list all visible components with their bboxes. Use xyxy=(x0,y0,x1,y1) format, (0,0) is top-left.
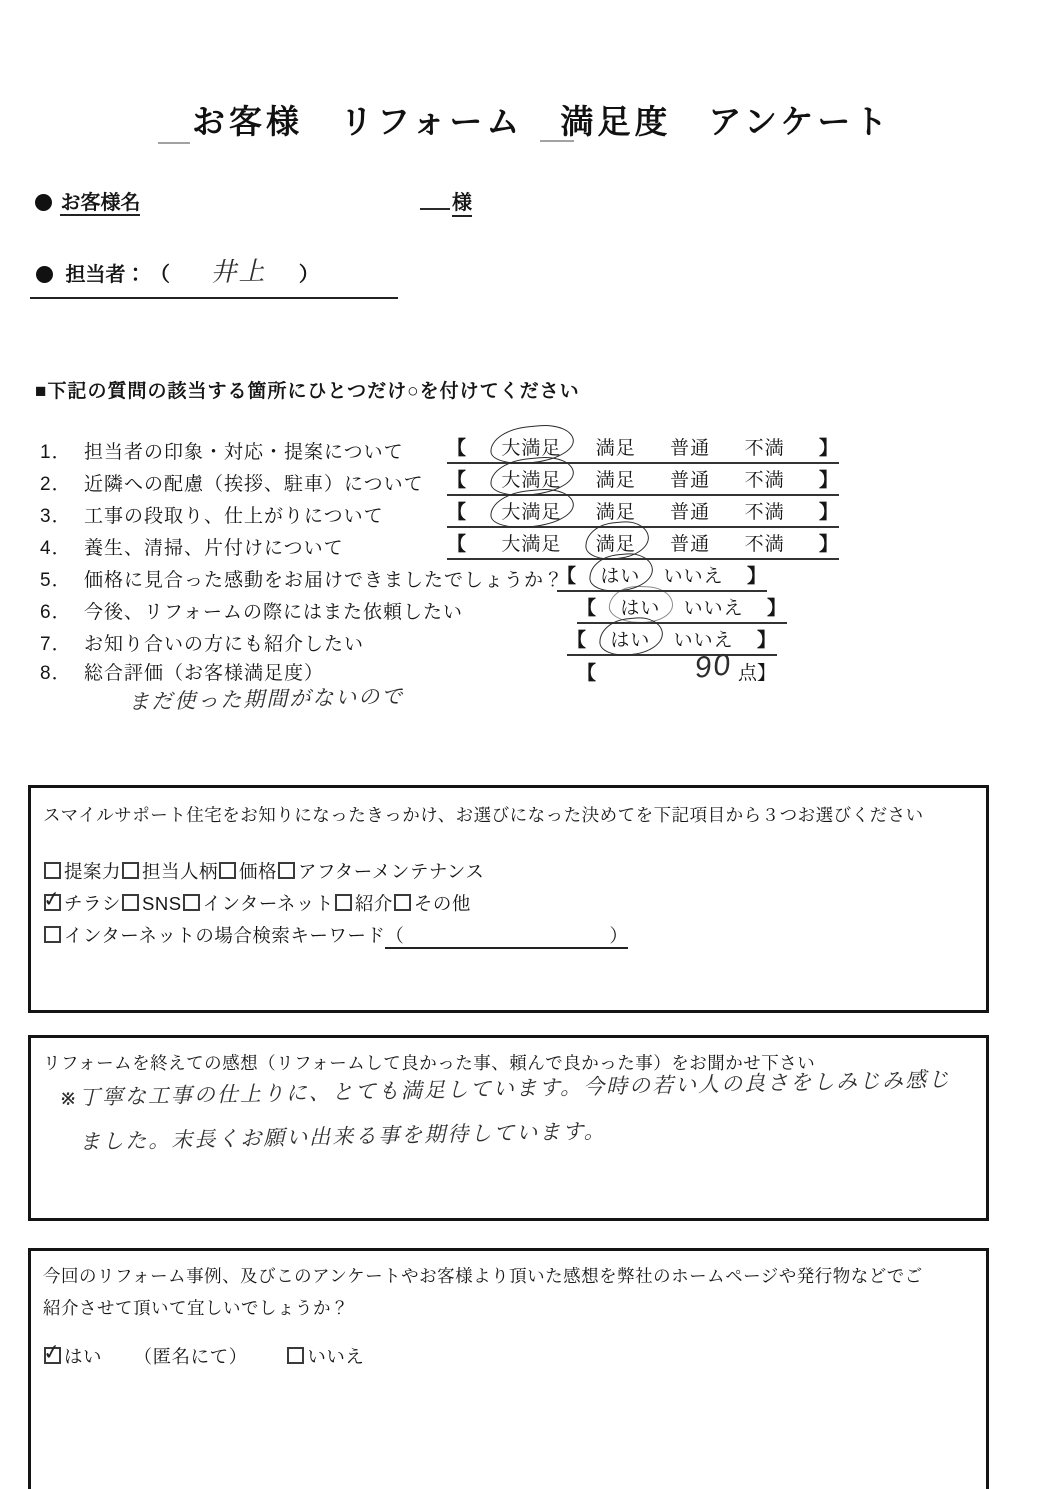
q4-number: 4． xyxy=(40,538,72,559)
customer-name-blank xyxy=(420,190,450,210)
keyword-paren-close: ） xyxy=(609,925,629,946)
checkbox-label: インターネット xyxy=(202,893,334,914)
bullet-icon xyxy=(36,266,53,283)
q4-option-manzoku: 満足 xyxy=(596,529,636,556)
q3-option-daimanzoku: 大満足 xyxy=(501,497,561,524)
checkbox-icon xyxy=(44,926,61,943)
q8-score-handwritten: 90 xyxy=(693,648,734,685)
publish-anonymous-note: （匿名にて） xyxy=(133,1346,248,1367)
checkbox-icon xyxy=(335,894,352,911)
q7-option-yes: はい xyxy=(610,625,650,652)
q8-score-suffix: 点】 xyxy=(738,663,777,684)
q5-label: 価格に見合った感動をお届けできましたでしょうか？ xyxy=(84,570,565,591)
q6-option-yes: はい xyxy=(620,593,660,620)
publish-no-label: いいえ xyxy=(307,1346,365,1367)
source-box-header: スマイルサポート住宅をお知りになったきっかけ、お選びになった決めてを下記項目から３つお選びください xyxy=(43,805,924,825)
q1-label: 担当者の印象・対応・提案について xyxy=(84,442,404,463)
publish-yes-label: はい xyxy=(64,1346,103,1367)
source-box xyxy=(28,785,989,1013)
q3-options xyxy=(447,497,839,528)
q5-option-yes: はい xyxy=(600,561,640,588)
feedback-box xyxy=(28,1035,989,1221)
q1-options xyxy=(447,433,839,464)
bullet-icon xyxy=(35,194,52,211)
checkbox-label: 価格 xyxy=(239,861,278,882)
staff-paren-close: ） xyxy=(298,264,319,286)
q1-option-fuman: 不満 xyxy=(744,438,785,459)
checkbox-icon xyxy=(44,862,61,879)
publish-box-header-line2: 紹介させて頂いて宜しいでしょうか？ xyxy=(43,1298,349,1318)
publish-answer-row xyxy=(43,1343,364,1369)
q5-options xyxy=(557,561,767,592)
q4-option-futsuu: 普通 xyxy=(670,534,711,555)
q1-number: 1． xyxy=(40,442,72,463)
checkbox-label: チラシ xyxy=(64,893,122,914)
publish-box-header-line1: 今回のリフォーム事例、及びこのアンケートやお客様より頂いた感想を弊社のホームページや発行物などでご xyxy=(43,1266,923,1286)
q7-label: お知り合いの方にも紹介したい xyxy=(84,634,365,655)
bracket-close: 】 xyxy=(818,534,839,555)
checkbox-icon xyxy=(287,1347,304,1364)
checkbox-icon xyxy=(183,894,200,911)
source-checkbox-row-3 xyxy=(43,922,628,948)
q7-option-no: いいえ xyxy=(673,630,734,651)
checkbox-label: インターネットの場合検索キーワード xyxy=(64,925,386,946)
publish-box xyxy=(28,1248,989,1489)
q7-options xyxy=(567,625,777,656)
source-checkbox-row-2 xyxy=(43,890,471,916)
bracket-open: 【 xyxy=(567,630,588,651)
checkbox-checked-icon xyxy=(44,1347,61,1364)
bracket-open: 【 xyxy=(557,566,578,587)
bracket-close: 】 xyxy=(818,502,839,523)
bracket-close: 】 xyxy=(818,470,839,491)
customer-name-suffix: 様 xyxy=(452,186,472,217)
q2-option-manzoku: 満足 xyxy=(595,470,636,491)
q2-options xyxy=(447,465,839,496)
q5-number: 5． xyxy=(40,570,72,591)
staff-paren-open: （ xyxy=(149,264,170,286)
bracket-open: 【 xyxy=(577,598,598,619)
source-checkbox-row-1 xyxy=(43,858,484,884)
checkbox-label: 担当人柄 xyxy=(142,861,219,882)
q6-number: 6． xyxy=(40,602,72,623)
bracket-close: 】 xyxy=(746,566,767,587)
checkbox-icon xyxy=(122,894,139,911)
q2-number: 2． xyxy=(40,474,72,495)
bracket-open: 【 xyxy=(447,534,468,555)
checkbox-label: 提案力 xyxy=(64,861,122,882)
section-instruction: ■下記の質問の該当する箇所にひとつだけ○を付けてください xyxy=(35,381,580,402)
bracket-close: 】 xyxy=(756,630,777,651)
q3-option-futsuu: 普通 xyxy=(670,502,711,523)
keyword-paren-open: （ xyxy=(385,925,405,946)
customer-name-line xyxy=(35,186,140,215)
q1-option-manzoku: 満足 xyxy=(595,438,636,459)
q4-option-fuman: 不満 xyxy=(744,534,785,555)
scan-artifact xyxy=(540,140,574,142)
q7-number: 7． xyxy=(40,634,72,655)
page-title: お客様 リフォーム 満足度 アンケート xyxy=(192,103,892,140)
checkbox-icon xyxy=(394,894,411,911)
keyword-blank xyxy=(404,928,609,946)
q8-handwritten-note: まだ使った期間がないので xyxy=(128,685,405,714)
q3-option-manzoku: 満足 xyxy=(595,502,636,523)
q2-label: 近隣への配慮（挨拶、駐車）について xyxy=(84,474,424,495)
bracket-open: 【 xyxy=(447,502,468,523)
bracket-close: 】 xyxy=(818,438,839,459)
q6-options xyxy=(577,593,787,624)
checkbox-label: SNS xyxy=(142,893,182,914)
q8-number: 8． xyxy=(40,663,72,684)
staff-line xyxy=(30,252,398,299)
staff-handwritten-name: 井上 xyxy=(210,255,268,287)
checkbox-checked-icon xyxy=(44,894,61,911)
q5-option-no: いいえ xyxy=(663,566,724,587)
checkbox-label: その他 xyxy=(413,893,471,914)
feedback-handwritten-line1: ※丁寧な工事の仕上りに、とても満足しています。今時の若い人の良さをしみじみ感じ xyxy=(59,1068,952,1110)
q3-label: 工事の段取り、仕上がりについて xyxy=(84,506,384,527)
bracket-open: 【 xyxy=(447,470,468,491)
customer-name-label: お客様名 xyxy=(60,192,141,214)
bracket-close: 】 xyxy=(766,598,787,619)
q6-option-no: いいえ xyxy=(683,598,744,619)
feedback-handwritten-line2: ました。末長くお願い出来る事を期待しています。 xyxy=(79,1119,607,1154)
q8-label: 総合評価（お客様満足度） xyxy=(84,663,325,684)
q2-option-daimanzoku: 大満足 xyxy=(501,465,561,492)
scan-artifact xyxy=(158,142,190,144)
q6-label: 今後、リフォームの際にはまた依頼したい xyxy=(84,602,464,623)
q2-option-fuman: 不満 xyxy=(744,470,785,491)
q1-option-daimanzoku: 大満足 xyxy=(501,433,561,460)
q1-option-futsuu: 普通 xyxy=(670,438,711,459)
checkbox-icon xyxy=(122,862,139,879)
q4-label: 養生、清掃、片付けについて xyxy=(84,538,344,559)
feedback-box-header: リフォームを終えての感想（リフォームして良かった事、頼んで良かった事）をお聞かせ下さい xyxy=(43,1053,816,1073)
checkbox-label: 紹介 xyxy=(354,893,393,914)
q3-option-fuman: 不満 xyxy=(744,502,785,523)
q4-option-daimanzoku: 大満足 xyxy=(501,534,562,555)
bracket-open: 【 xyxy=(447,438,468,459)
bracket-open: 【 xyxy=(577,663,597,684)
q3-number: 3． xyxy=(40,506,72,527)
checkbox-label: アフターメンテナンス xyxy=(298,861,485,882)
staff-label: 担当者： xyxy=(65,264,146,286)
checkbox-icon xyxy=(219,862,236,879)
q2-option-futsuu: 普通 xyxy=(670,470,711,491)
checkbox-icon xyxy=(278,862,295,879)
